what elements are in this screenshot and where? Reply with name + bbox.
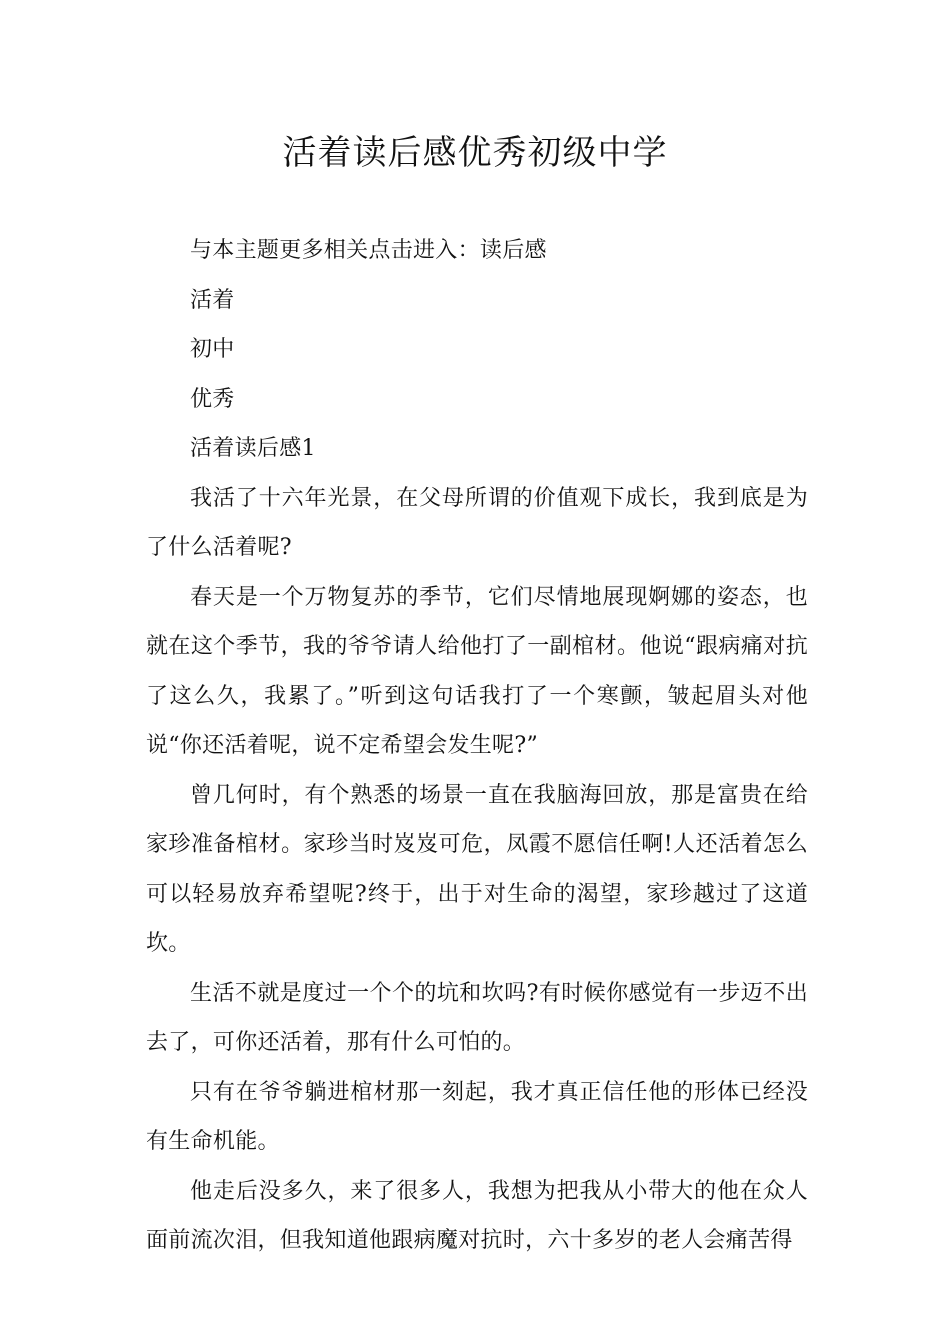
paragraph-tag-chuzhong: 初中 [190,337,235,362]
document-title: 活着读后感优秀初级中学 [282,133,668,173]
paragraph: 只有在爷爷躺进棺材那一刻起，我才真正信任他的形体已经没有生命机能。 [146,1079,808,1154]
paragraph: 春天是一个万物复苏的季节，它们尽情地展现婀娜的姿态，也就在这个季节，我的爷爷请人给他打了一副棺材。他说“跟病痛对抗了这么久，我累了。”听到这句话我打了一个寒颤，皱起眉头对他说“你还活着呢，说不定希望会发生呢?” [146,584,808,758]
document-body [146,226,808,1266]
paragraph: 生活不就是度过一个个的坑和坎吗?有时候你感觉有一步迈不出去了，可你还活着，那有什么可怕的。 [146,980,808,1055]
section-heading: 活着读后感1 [190,436,316,461]
paragraph-related-link: 与本主题更多相关点击进入：读后感 [190,238,547,263]
paragraph: 我活了十六年光景，在父母所谓的价值观下成长，我到底是为了什么活着呢? [146,485,808,560]
paragraph-tag-huozhe: 活着 [190,287,235,313]
paragraph-tag-youxiu: 优秀 [190,386,235,412]
paragraph: 他走后没多久，来了很多人，我想为把我从小带大的他在众人面前流次泪，但我知道他跟病魔对抗时，六十多岁的老人会痛苦得 [146,1178,808,1253]
paragraph: 曾几何时，有个熟悉的场景一直在我脑海回放，那是富贵在给家珍准备棺材。家珍当时岌岌可危，凤霞不愿信任啊!人还活着怎么可以轻易放弃希望呢?终于，出于对生命的渴望，家珍越过了这道坎。 [146,782,808,956]
